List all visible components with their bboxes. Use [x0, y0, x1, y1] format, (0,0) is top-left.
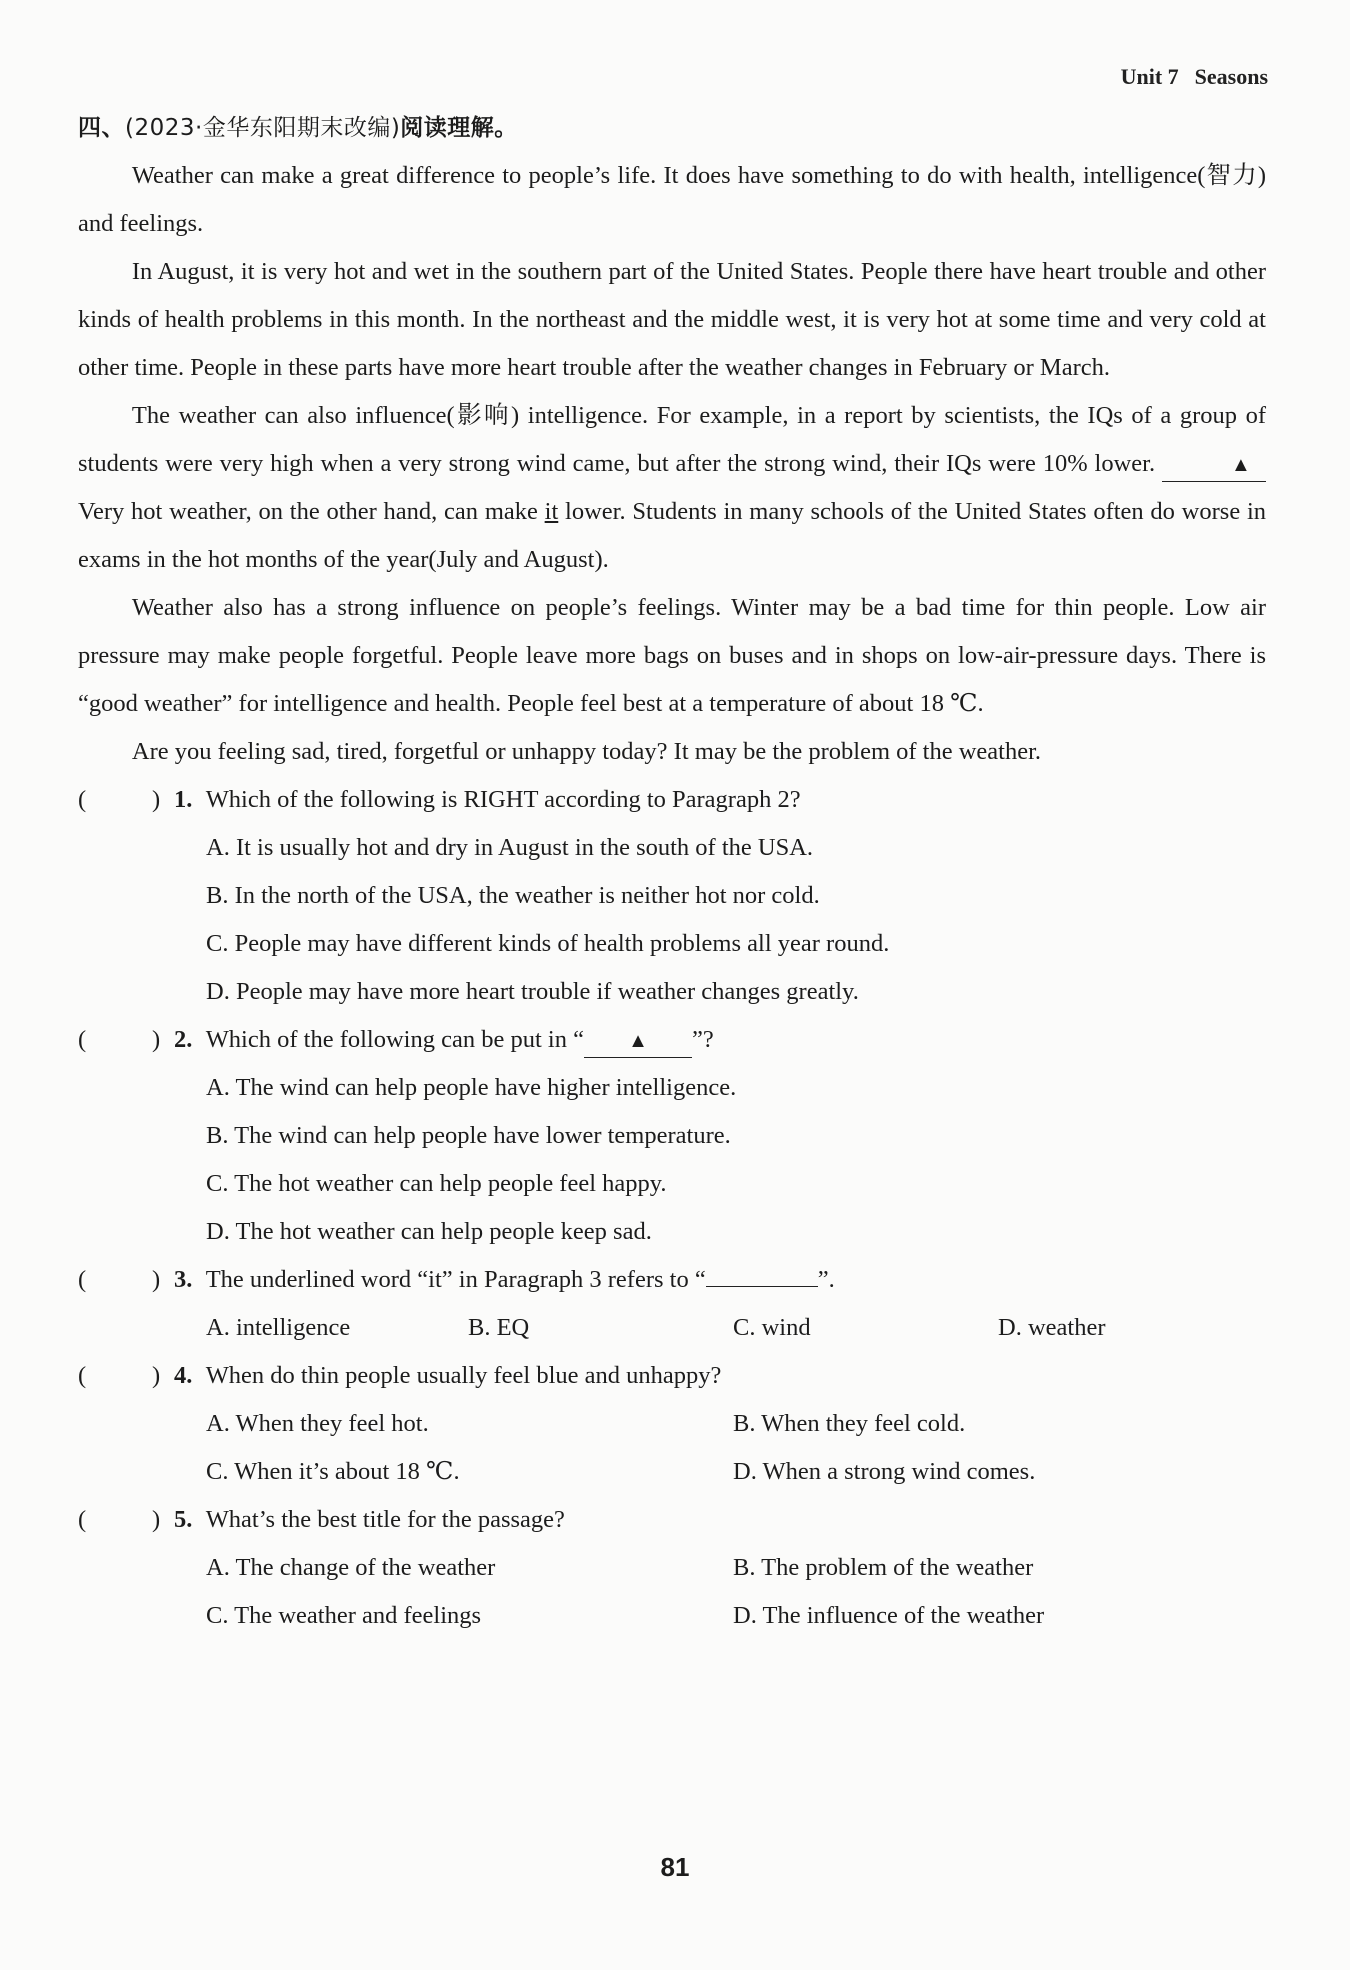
section-number: 四、 — [78, 115, 125, 141]
question-number: 1. — [174, 786, 193, 813]
question-blank — [584, 1024, 692, 1058]
options-row — [78, 1400, 1266, 1448]
option-d[interactable]: D. When a strong wind comes. — [733, 1458, 1036, 1485]
options-row — [78, 1448, 1266, 1496]
unit-title: Seasons — [1194, 64, 1268, 89]
triangle-marker: ▲ — [1231, 454, 1251, 476]
options-row — [78, 1544, 1266, 1592]
answer-paren-close[interactable]: ) — [152, 1266, 161, 1293]
question-number: 5. — [174, 1506, 193, 1533]
option-d[interactable]: D. weather — [998, 1314, 1106, 1341]
option-a[interactable]: A. It is usually hot and dry in August in the south of the USA. — [206, 834, 814, 861]
question-stem: What’s the best title for the passage? — [205, 1506, 565, 1533]
answer-paren-open: ( — [78, 786, 87, 813]
option-b[interactable]: B. When they feel cold. — [733, 1410, 966, 1437]
option-c[interactable]: C. The hot weather can help people feel happy. — [206, 1170, 667, 1197]
question-blank — [706, 1286, 818, 1287]
answer-paren-close[interactable]: ) — [152, 1362, 161, 1389]
paragraph-3-part-b: Very hot weather, on the other hand, can make — [78, 498, 538, 525]
question-stem: When do thin people usually feel blue and unhappy? — [205, 1362, 722, 1389]
question-3 — [78, 1256, 1266, 1304]
question-stem: Which of the following is RIGHT according to Paragraph 2? — [205, 786, 801, 813]
passage-blank — [1162, 448, 1266, 482]
answer-paren-open: ( — [78, 1362, 87, 1389]
answer-paren-close[interactable]: ) — [152, 1026, 161, 1053]
question-2 — [78, 1016, 1266, 1064]
option-a[interactable]: A. When they feel hot. — [206, 1410, 429, 1437]
answer-paren-open: ( — [78, 1026, 87, 1053]
passage-paragraph-1: Weather can make a great difference to people’s life. It does have something to do with health, intelligence(智力) and feelings. — [78, 162, 1266, 237]
option-d[interactable]: D. The hot weather can help people keep sad. — [206, 1218, 652, 1245]
answer-paren-close[interactable]: ) — [152, 1506, 161, 1533]
passage-paragraph-2: In August, it is very hot and wet in the southern part of the United States. People there have heart trouble and other kinds of health problems in this month. In the northeast and the middle west, it is very hot at some time and very cold at other time. People in these parts have more heart trouble after the weather changes in February or March. — [78, 258, 1266, 381]
question-5 — [78, 1496, 1266, 1544]
question-number: 4. — [174, 1362, 193, 1389]
option-b[interactable]: B. EQ — [468, 1314, 530, 1341]
passage-paragraph-3 — [78, 392, 1266, 584]
option-c[interactable]: C. The weather and feelings — [206, 1602, 482, 1629]
passage-paragraph-5: Are you feeling sad, tired, forgetful or unhappy today? It may be the problem of the weather. — [131, 738, 1042, 765]
question-number: 3. — [174, 1266, 193, 1293]
answer-paren-open: ( — [78, 1506, 87, 1533]
page-content — [78, 104, 1266, 1640]
page-header — [1121, 64, 1268, 90]
option-d[interactable]: D. The influence of the weather — [733, 1602, 1045, 1629]
paragraph-3-part-c: lower. Students in many schools of the United States often do worse in exams in the hot months of the year(July and August). — [78, 498, 1267, 573]
page-number: 81 — [660, 1852, 690, 1882]
option-b[interactable]: B. In the north of the USA, the weather is neither hot nor cold. — [206, 882, 820, 909]
unit-label: Unit 7 — [1120, 64, 1179, 89]
question-stem-b: ”. — [817, 1266, 835, 1293]
option-c[interactable]: C. wind — [733, 1314, 811, 1341]
question-1 — [78, 776, 1266, 824]
option-c[interactable]: C. When it’s about 18 ℃. — [206, 1458, 460, 1485]
triangle-marker: ▲ — [628, 1030, 648, 1052]
paragraph-3-part-a: The weather can also influence(影响) intelligence. For example, in a report by scientists, the IQs of a group of students were very high when a very strong wind came, but after the strong wind, their IQs were 10% lower. — [78, 402, 1266, 477]
option-a[interactable]: A. The wind can help people have higher intelligence. — [206, 1074, 737, 1101]
option-d[interactable]: D. People may have more heart trouble if weather changes greatly. — [206, 978, 859, 1005]
option-b[interactable]: B. The problem of the weather — [733, 1554, 1034, 1581]
question-stem-a: Which of the following can be put in “ — [205, 1026, 584, 1053]
section-task: 阅读理解。 — [400, 115, 518, 141]
question-stem-b: ”? — [691, 1026, 714, 1053]
option-c[interactable]: C. People may have different kinds of health problems all year round. — [206, 930, 890, 957]
option-a[interactable]: A. intelligence — [206, 1314, 351, 1341]
options-row — [78, 1592, 1266, 1640]
option-a[interactable]: A. The change of the weather — [206, 1554, 496, 1581]
answer-paren-close[interactable]: ) — [152, 786, 161, 813]
question-4 — [78, 1352, 1266, 1400]
section-source: (2023·金华东阳期末改编) — [125, 115, 401, 141]
underlined-it: it — [544, 498, 559, 525]
section-title — [78, 104, 1266, 152]
passage-paragraph-4: Weather also has a strong influence on people’s feelings. Winter may be a bad time for thin people. Low air pressure may make people forgetful. People leave more bags on buses and in shops on low-air-pressure days. There is “good weather” for intelligence and health. People feel best at a temperature of about 18 ℃. — [78, 594, 1266, 717]
options-row — [78, 1304, 1266, 1352]
answer-paren-open: ( — [78, 1266, 87, 1293]
question-stem-a: The underlined word “it” in Paragraph 3 refers to “ — [205, 1266, 706, 1293]
question-number: 2. — [174, 1026, 193, 1053]
option-b[interactable]: B. The wind can help people have lower temperature. — [206, 1122, 731, 1149]
